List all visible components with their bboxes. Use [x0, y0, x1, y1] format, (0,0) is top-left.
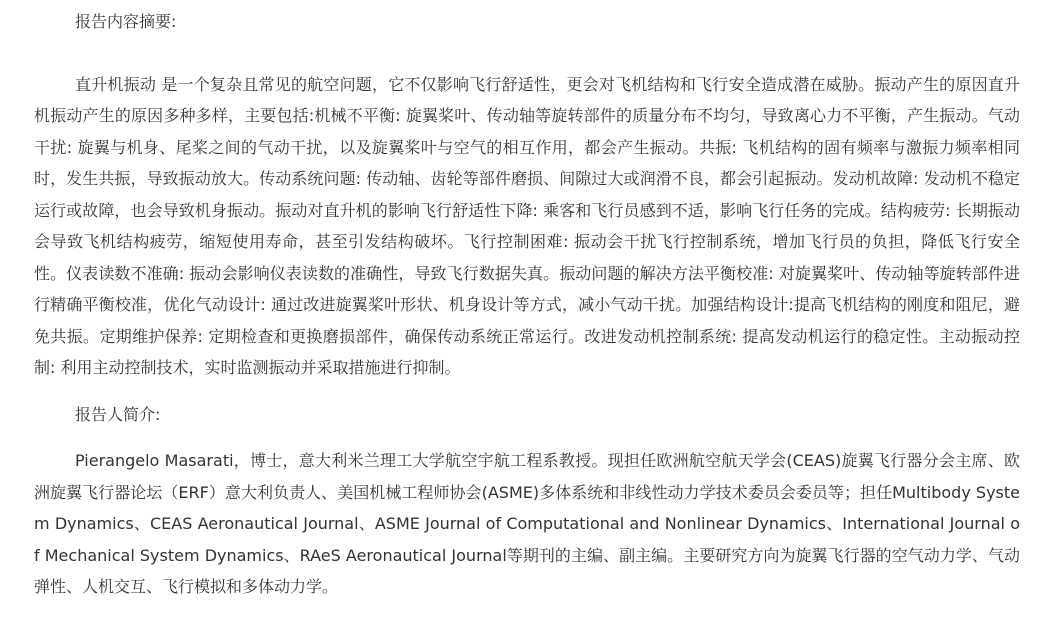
speaker-heading: 报告人简介:: [75, 404, 161, 424]
spacer: [34, 38, 1020, 69]
speaker-body: Pierangelo Masarati，博士，意大利米兰理工大学航空宇航工程系教授。现担任欧洲航空航天学会(CEAS)旋翼飞行器分会主席、欧洲旋翼飞行器论坛（ERF）意大利负责人、美国机械工程师协会(ASME)多体系统和非线性动力学技术委员会委员等；担任Multibody System Dynamics、CEAS Aeronautical Journal、ASME Journal of Computational and Nonlinear Dynamics、International Journal of Mechanical System Dynamics、RAeS Aeronautical Journal等期刊的主编、副主编。主要研究方向为旋翼飞行器的空气动力学、气动弹性、人机交互、飞行模拟和多体动力学。: [34, 451, 1020, 596]
summary-heading: 报告内容摘要:: [75, 12, 177, 31]
spacer: [34, 430, 1020, 445]
spacer: [34, 384, 1020, 399]
summary-body: 直升机振动 是一个复杂且常见的航空问题，它不仅影响飞行舒适性，更会对飞机结构和飞行安全造成潜在威胁。振动产生的原因直升机振动产生的原因多种多样，主要包括:机械不平衡: 旋翼桨叶、传动轴等旋转部件的质量分布不均匀，导致离心力不平衡，产生振动。气动干扰: 旋翼与机身、尾桨之间的气动干扰，以及旋翼桨叶与空气的相互作用，都会产生振动。共振: 飞机结构的固有频率与激振力频率相同时，发生共振，导致振动放大。传动系统问题: 传动轴、齿轮等部件磨损、间隙过大或润滑不良，都会引起振动。发动机故障: 发动机不稳定运行或故障，也会导致机身振动。振动对直升机的影响飞行舒适性下降: 乘客和飞行员感到不适，影响飞行任务的完成。结构疲劳: 长期振动会导致飞机结构疲劳，缩短使用寿命，甚至引发结构破坏。飞行控制困难: 振动会干扰飞行控制系统，增加飞行员的负担，降低飞行安全性。仪表读数不准确: 振动会影响仪表读数的准确性，导致飞行数据失真。振动问题的解决方法平衡校准: 对旋翼桨叶、传动轴等旋转部件进行精确平衡校准，优化气动设计: 通过改进旋翼桨叶形状、机身设计等方式，减小气动干扰。加强结构设计:提高飞机结构的刚度和阻尼，避免共振。定期维护保养: 定期检查和更换磨损部件，确保传动系统正常运行。改进发动机控制系统: 提高发动机运行的稳定性。主动振动控制: 利用主动控制技术，实时监测振动并采取措施进行抑制。: [34, 74, 1020, 377]
